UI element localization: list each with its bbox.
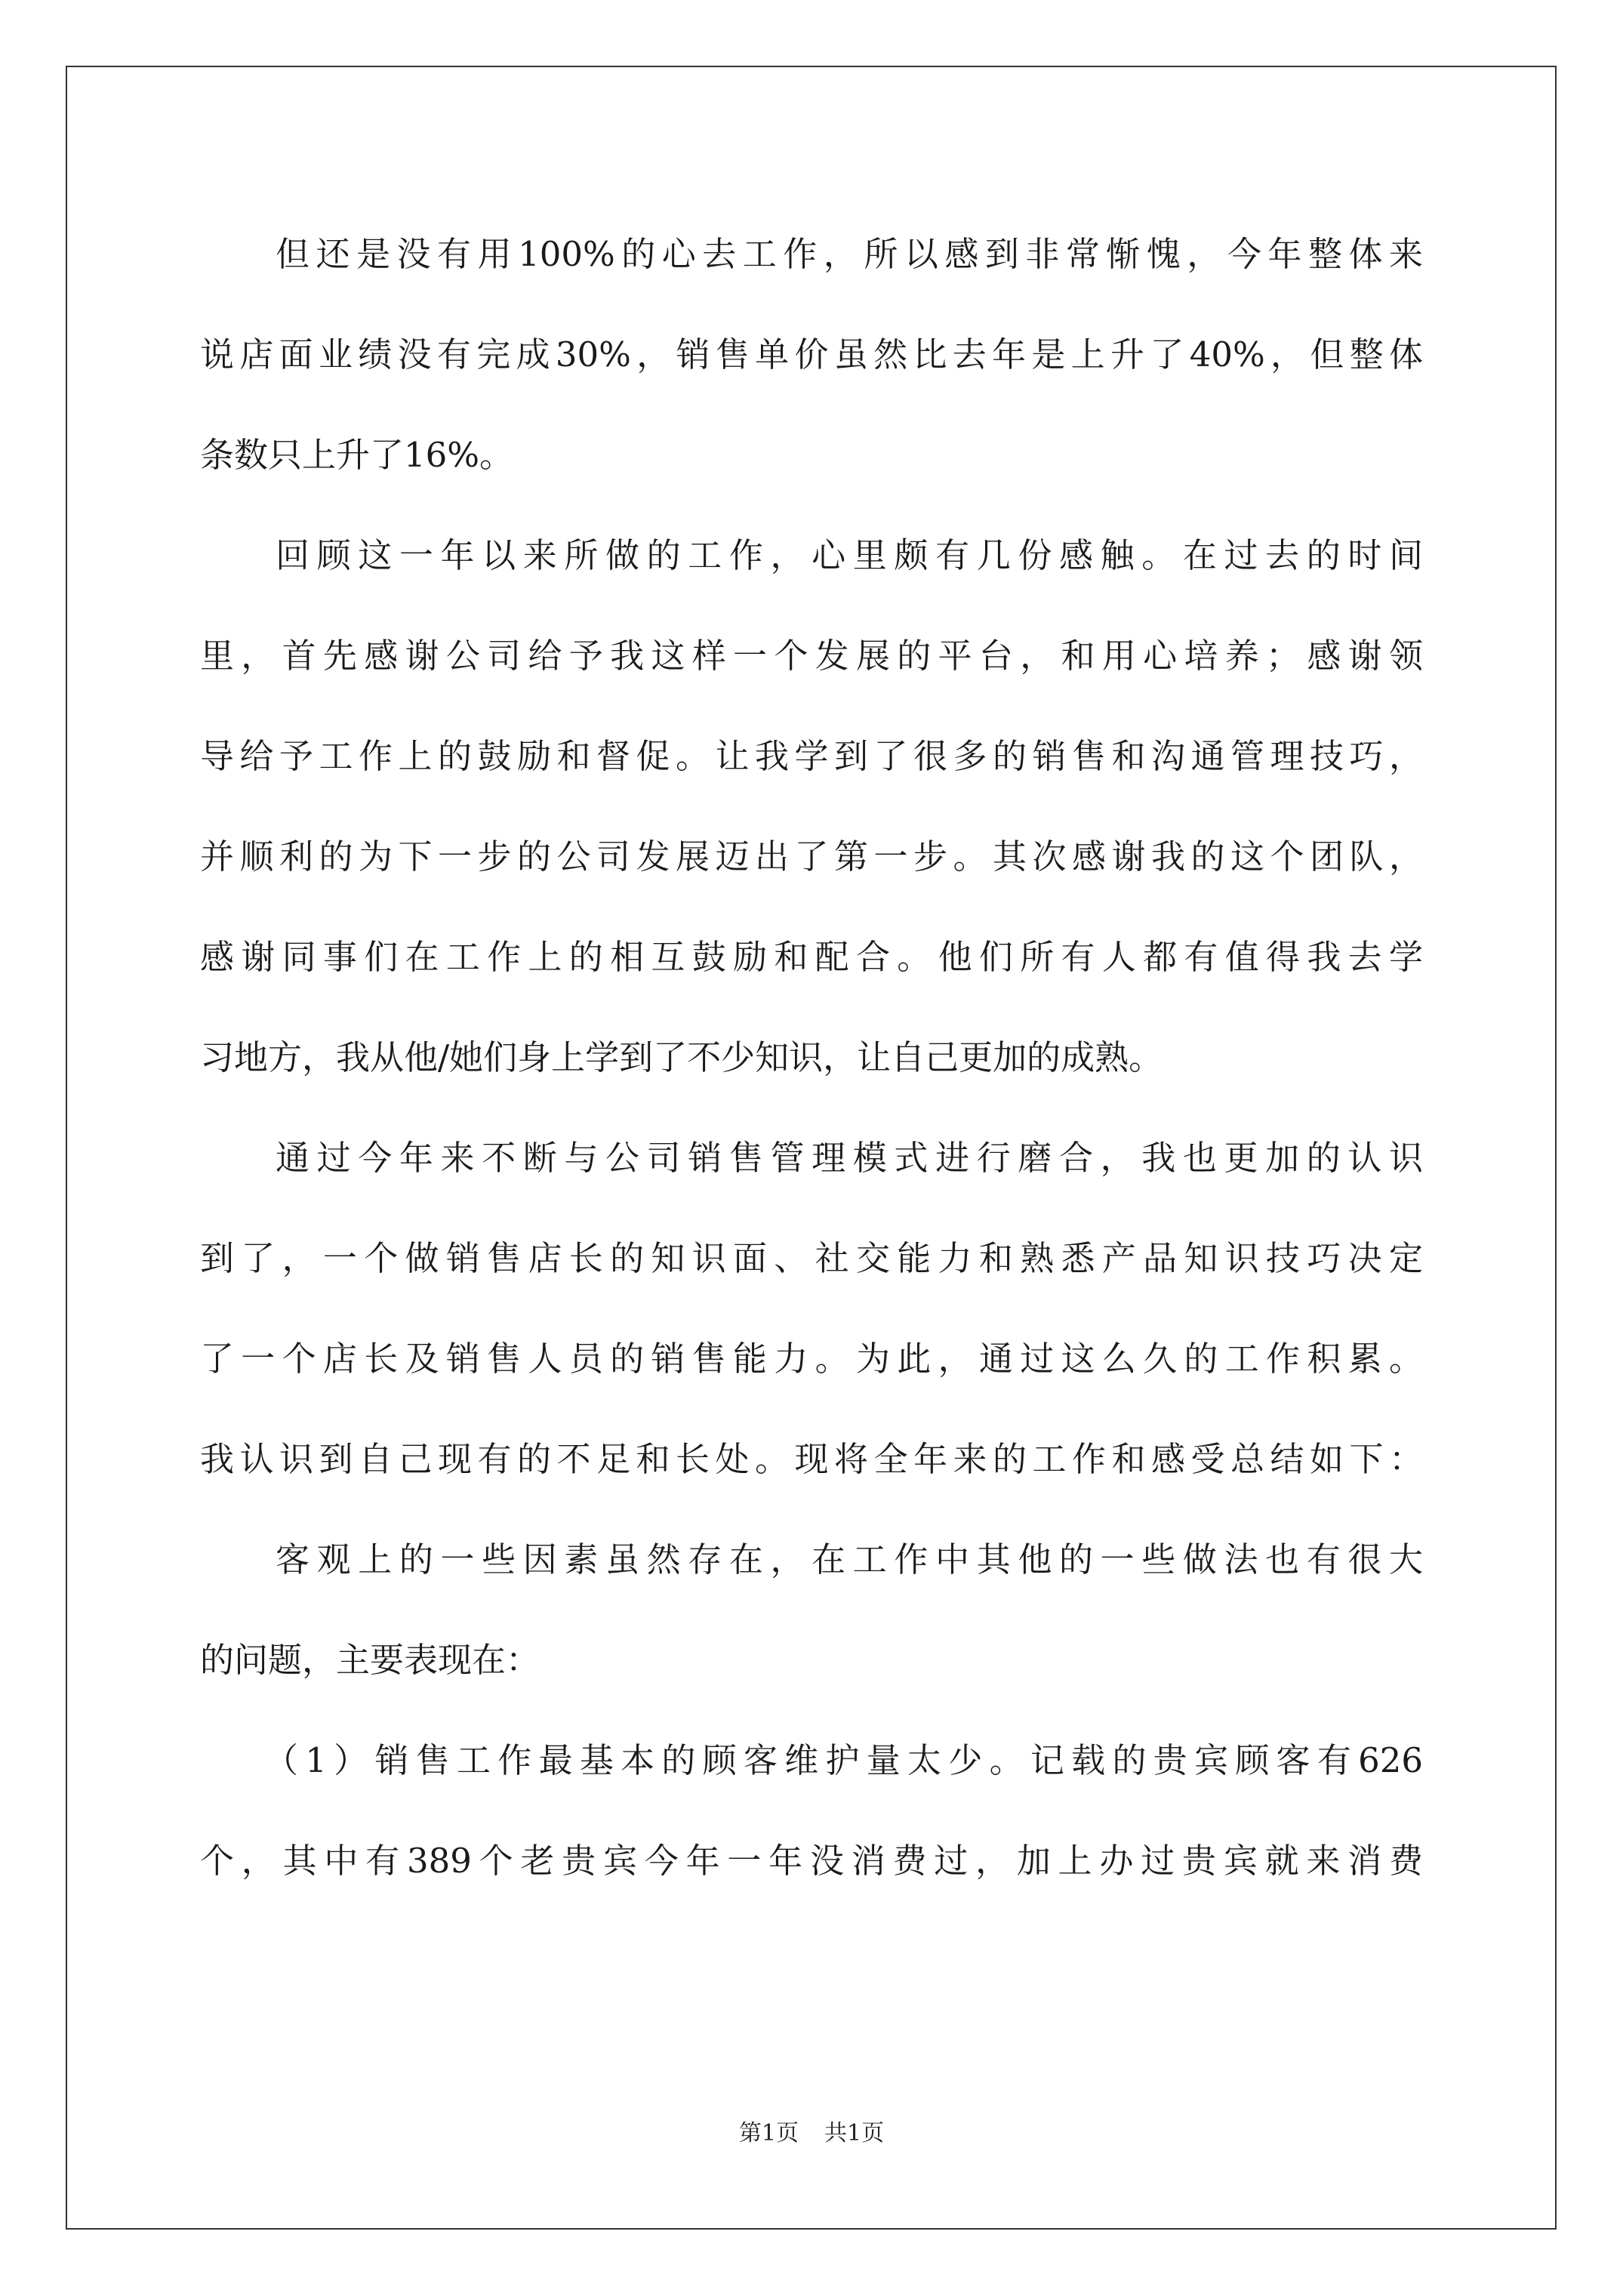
text-line: 回顾这一年以来所做的工作，心里颇有几份感触。在过去的时间 xyxy=(276,535,1423,575)
page-total: 共1页 xyxy=(824,2120,885,2147)
text-line: 说店面业绩没有完成30%，销售单价虽然比去年是上升了40%，但整体 xyxy=(200,334,1423,374)
page-number: 第1页 xyxy=(738,2120,799,2147)
document-body xyxy=(200,204,1423,1911)
text-line: 个，其中有389个老贵宾今年一年没消费过，加上办过贵宾就来消费 xyxy=(200,1841,1423,1881)
text-line: 通过今年来不断与公司销售管理模式进行磨合，我也更加的认识 xyxy=(276,1138,1423,1178)
text-line: 的问题，主要表现在： xyxy=(200,1640,540,1680)
text-line: 到了，一个做销售店长的知识面、社交能力和熟悉产品知识技巧决定 xyxy=(200,1238,1423,1278)
text-line: （1）销售工作最基本的顾客维护量太少。记载的贵宾顾客有626 xyxy=(264,1740,1423,1780)
text-line: 导给予工作上的鼓励和督促。让我学到了很多的销售和沟通管理技巧， xyxy=(200,736,1423,776)
text-line: 里，首先感谢公司给予我这样一个发展的平台，和用心培养；感谢领 xyxy=(200,636,1423,676)
text-line: 了一个店长及销售人员的销售能力。为此，通过这么久的工作积累。 xyxy=(200,1339,1423,1379)
page-footer xyxy=(0,2119,1623,2149)
text-line: 但还是没有用100%的心去工作，所以感到非常惭愧，今年整体来 xyxy=(276,234,1423,274)
text-line: 习地方，我从他/她们身上学到了不少知识，让自己更加的成熟。 xyxy=(200,1037,1163,1077)
text-line: 条数只上升了16%。 xyxy=(200,435,514,475)
text-line: 并顺利的为下一步的公司发展迈出了第一步。其次感谢我的这个团队， xyxy=(200,837,1423,877)
text-line: 我认识到自己现有的不足和长处。现将全年来的工作和感受总结如下： xyxy=(200,1439,1423,1479)
text-line: 感谢同事们在工作上的相互鼓励和配合。他们所有人都有值得我去学 xyxy=(200,937,1423,977)
text-line: 客观上的一些因素虽然存在，在工作中其他的一些做法也有很大 xyxy=(276,1539,1423,1579)
